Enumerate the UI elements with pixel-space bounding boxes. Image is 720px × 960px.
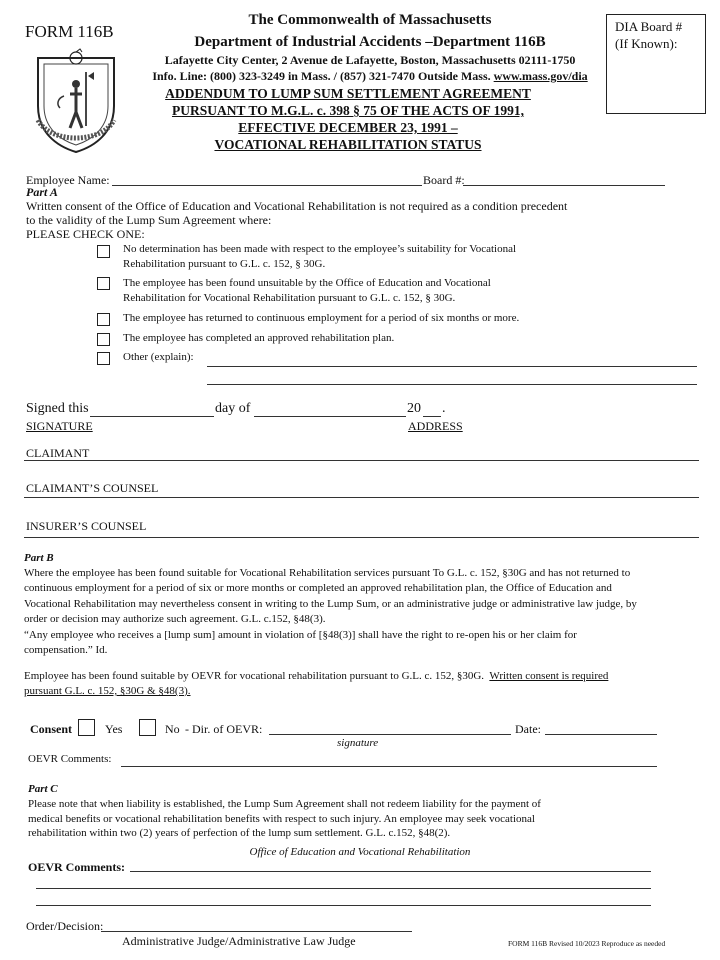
employee-name-label: Employee Name: xyxy=(26,173,110,187)
board-number-label: Board #: xyxy=(423,173,465,187)
claimant-counsel-label: CLAIMANT’S COUNSEL xyxy=(26,481,159,495)
option-completed-plan-text: The employee has completed an approved rehabilitation plan. xyxy=(123,332,395,344)
signed-this-label: Signed this xyxy=(26,401,89,416)
option-other-checkbox[interactable] xyxy=(97,352,110,365)
option-unsuitable-checkbox[interactable] xyxy=(97,277,110,290)
oevr-office-name: Office of Education and Vocational Rehabilitation xyxy=(249,846,471,858)
website-link[interactable]: www.mass.gov/dia xyxy=(493,69,588,83)
address-header: ADDRESS xyxy=(408,419,463,433)
consent-yes-checkbox[interactable] xyxy=(78,719,95,736)
other-explain-field-1[interactable] xyxy=(207,366,697,367)
dia-board-box[interactable] xyxy=(606,14,706,114)
claimant-label: CLAIMANT xyxy=(26,446,90,460)
form-title: ADDENDUM TO LUMP SUM SETTLEMENT AGREEMENT PURSUANT TO M.G.L. c. 398 § 75 OF THE ACTS OF 1991, EFFECTIVE DECEMBER 23, 1991 – VOCATIONAL REHABILITATION STATUS xyxy=(165,86,531,152)
signature-caption: signature xyxy=(337,737,379,749)
option-unsuitable-text: The employee has been found unsuitable by the Office of Education and Vocational Rehabilitation for Vocational Rehabilitation pursuant to G.L. c. 152, § 30G. xyxy=(123,277,491,304)
department-title: Department of Industrial Accidents –Department 116B xyxy=(194,34,546,50)
option-no-determination-checkbox[interactable] xyxy=(97,245,110,258)
year-prefix: 20 xyxy=(407,401,421,416)
consent-no-checkbox[interactable] xyxy=(139,719,156,736)
info-line: Info. Line: (800) 323-3249 in Mass. / (857) 321-7470 Outside Mass. www.mass.gov/dia xyxy=(152,69,588,83)
part-a-heading: Part A xyxy=(26,185,58,199)
signature-header: SIGNATURE xyxy=(26,419,93,433)
order-decision-field[interactable] xyxy=(101,931,412,932)
revision-note: FORM 116B Revised 10/2023 Reproduce as needed xyxy=(508,939,666,948)
signed-month-field[interactable] xyxy=(254,416,406,417)
oevr-comments-field-c-2[interactable] xyxy=(36,888,651,889)
part-c-heading: Part C xyxy=(28,783,58,795)
order-decision-label: Order/Decision: xyxy=(26,919,104,933)
signed-year-field[interactable] xyxy=(423,416,441,417)
signed-day-field[interactable] xyxy=(90,416,214,417)
option-returned-employment-checkbox[interactable] xyxy=(97,313,110,326)
department-address: Lafayette City Center, 2 Avenue de Lafayette, Boston, Massachusetts 02111-1750 xyxy=(164,53,576,67)
director-label: - Dir. of OEVR: xyxy=(185,722,263,736)
judge-caption: Administrative Judge/Administrative Law Judge xyxy=(122,934,356,948)
commonwealth-title: The Commonwealth of Massachusetts xyxy=(248,12,492,28)
other-explain-field-2[interactable] xyxy=(207,384,697,385)
oevr-comments-label-b: OEVR Comments: xyxy=(28,753,112,765)
part-c-text: Please note that when liability is established, the Lump Sum Agreement shall not redeem liability for the payment of medical benefits or vocational rehabilitation benefits with respect to such injury. An employee may seek vocational rehabilitation within two (2) years of perfection of the lump sum settlement. G.L. c.152, §48(2). xyxy=(28,798,541,839)
claimant-signature-line[interactable] xyxy=(24,460,699,461)
board-number-field[interactable] xyxy=(463,185,665,186)
option-returned-employment-text: The employee has returned to continuous employment for a period of six months or more. xyxy=(123,312,520,324)
consent-yes-label: Yes xyxy=(105,722,123,736)
day-of-label: day of xyxy=(215,401,251,416)
option-completed-plan-checkbox[interactable] xyxy=(97,333,110,346)
signed-period: . xyxy=(442,401,446,416)
consent-date-field[interactable] xyxy=(545,734,657,735)
insurer-counsel-label: INSURER’S COUNSEL xyxy=(26,519,147,533)
part-b-heading: Part B xyxy=(24,552,54,564)
consent-no-label: No xyxy=(165,722,180,736)
option-no-determination-text: No determination has been made with respect to the employee’s suitability for Vocational Rehabilitation pursuant to G.L. c. 152, § 30G. xyxy=(123,243,517,270)
form-id: FORM 116B xyxy=(25,22,114,41)
suitable-statement: Employee has been found suitable by OEVR for vocational rehabilitation pursuant to G.L. c. 152, §30G. Written consent is required pursuant G.L. c. 152, §30G & §48(3). xyxy=(24,670,609,697)
dia-board-known-label: (If Known): xyxy=(615,36,678,51)
consent-label: Consent xyxy=(30,722,73,736)
oevr-comments-field-c-3[interactable] xyxy=(36,905,651,906)
check-one-label: PLEASE CHECK ONE: xyxy=(26,227,145,241)
director-signature-field[interactable] xyxy=(269,734,511,735)
part-a-intro: Written consent of the Office of Education and Vocational Rehabilitation is not required as a condition precedent to the validity of the Lump Sum Agreement where: PLEASE CHECK ONE: xyxy=(26,199,568,241)
option-other-text: Other (explain): xyxy=(123,351,194,363)
part-b-text: Where the employee has been found suitable for Vocational Rehabilitation services pursuant To G.L. c. 152, §30G and has not returned to continuous employment for a period of six or more months or completed an approved rehabilitation plan, the Office of Education and Vocational Rehabilitation may nevertheless consent in writing to the Lump Sum, or an administrative judge or administrative law judge, by order or decision may authorize such agreement. G.L. c.152, §48(3). “Any employee who receives a [lump sum] amount in violation of [§48(3)] shall have the right to re-open his or her claim for compensation.” Id. xyxy=(24,567,637,657)
oevr-comments-field-b[interactable] xyxy=(121,766,657,767)
insurer-counsel-signature-line[interactable] xyxy=(24,537,699,538)
dia-board-label: DIA Board # xyxy=(615,19,683,34)
massachusetts-seal-icon xyxy=(30,48,122,156)
oevr-comments-label-c: OEVR Comments: xyxy=(28,860,125,874)
claimant-counsel-signature-line[interactable] xyxy=(24,497,699,498)
oevr-comments-field-c-1[interactable] xyxy=(130,871,651,872)
consent-date-label: Date: xyxy=(515,722,541,736)
employee-name-field[interactable] xyxy=(112,185,422,186)
